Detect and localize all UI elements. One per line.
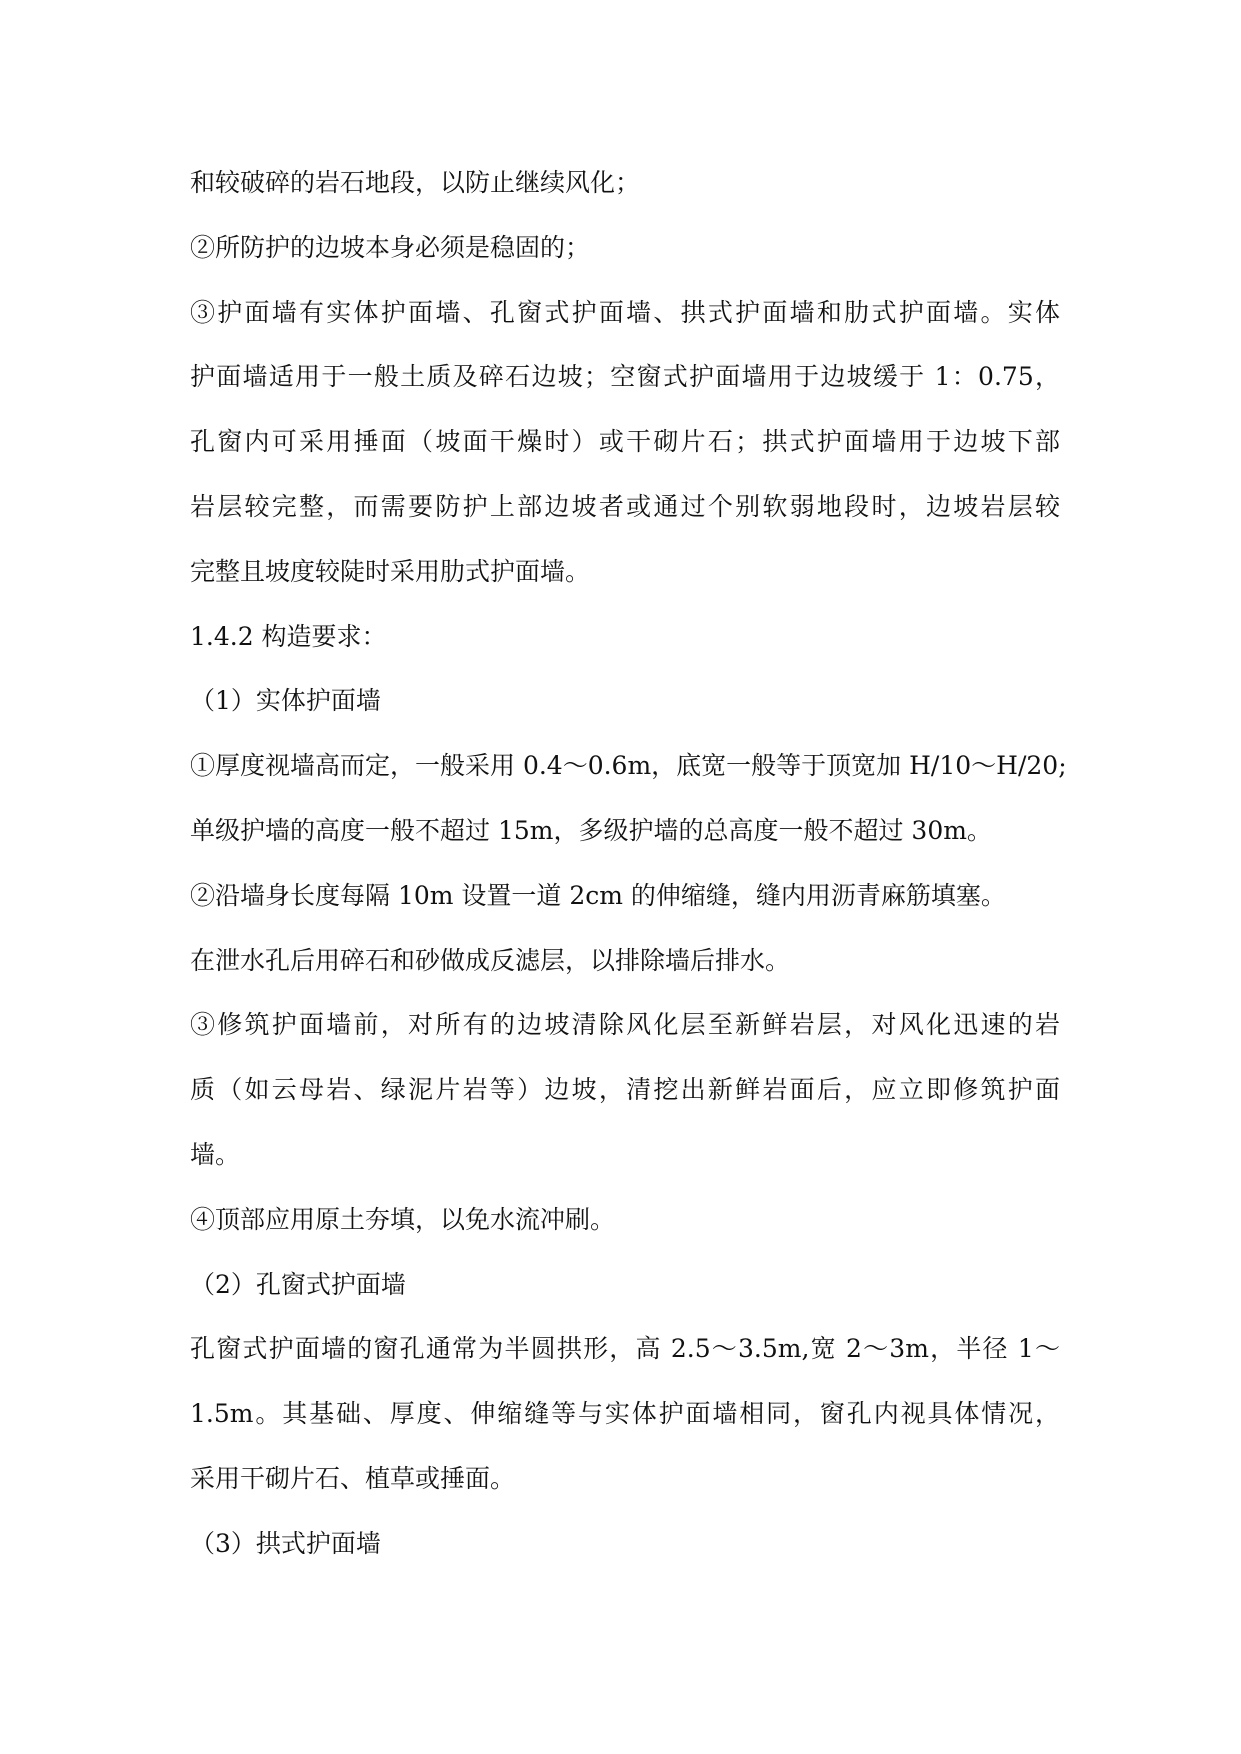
- text-line: 和较破碎的岩石地段，以防止继续风化；: [190, 168, 641, 197]
- subsection-heading: （2）孔窗式护面墙: [190, 1269, 406, 1299]
- text-line: 墙。: [190, 1139, 241, 1169]
- text-line: ②沿墙身长度每隔 10m 设置一道 2cm 的伸缩缝，缝内用沥青麻筋填塞。: [190, 880, 1006, 910]
- text-line: 孔窗内可采用捶面（坡面干燥时）或干砌片石；拱式护面墙用于边坡下部: [190, 427, 1060, 457]
- text-line: 质（如云母岩、绿泥片岩等）边坡，清挖出新鲜岩面后，应立即修筑护面: [190, 1075, 1060, 1105]
- text-line: ②所防护的边坡本身必须是稳固的；: [190, 232, 591, 262]
- text-line: 在泄水孔后用碎石和砂做成反滤层，以排除墙后排水。: [190, 945, 791, 975]
- text-line: ③修筑护面墙前，对所有的边坡清除风化层至新鲜岩层，对风化迅速的岩: [190, 1010, 1060, 1040]
- text-line: 岩层较完整，而需要防护上部边坡者或通过个别软弱地段时，边坡岩层较: [190, 491, 1060, 521]
- text-line: 采用干砌片石、植草或捶面。: [190, 1463, 516, 1493]
- section-heading: 1.4.2 构造要求：: [190, 621, 387, 651]
- subsection-heading: （1）实体护面墙: [190, 686, 381, 716]
- text-line: 1.5m。其基础、厚度、伸缩缝等与实体护面墙相同，窗孔内视具体情况，: [190, 1399, 1060, 1429]
- subsection-heading: （3）拱式护面墙: [190, 1528, 381, 1558]
- document-body: [190, 158, 1067, 1584]
- text-line: ①厚度视墙高而定，一般采用 0.4～0.6m，底宽一般等于顶宽加 H/10～H/20;: [190, 751, 1067, 781]
- text-line: ④顶部应用原土夯填，以免水流冲刷。: [190, 1204, 616, 1234]
- text-line: 完整且坡度较陡时采用肋式护面墙。: [190, 556, 591, 586]
- text-line: 护面墙适用于一般土质及碎石边坡；空窗式护面墙用于边坡缓于 1：0.75，: [190, 362, 1060, 392]
- text-line: 孔窗式护面墙的窗孔通常为半圆拱形，高 2.5～3.5m,宽 2～3m，半径 1～: [190, 1334, 1060, 1364]
- text-line: ③护面墙有实体护面墙、孔窗式护面墙、拱式护面墙和肋式护面墙。实体: [190, 297, 1060, 327]
- text-line: 单级护墙的高度一般不超过 15m，多级护墙的总高度一般不超过 30m。: [190, 815, 992, 845]
